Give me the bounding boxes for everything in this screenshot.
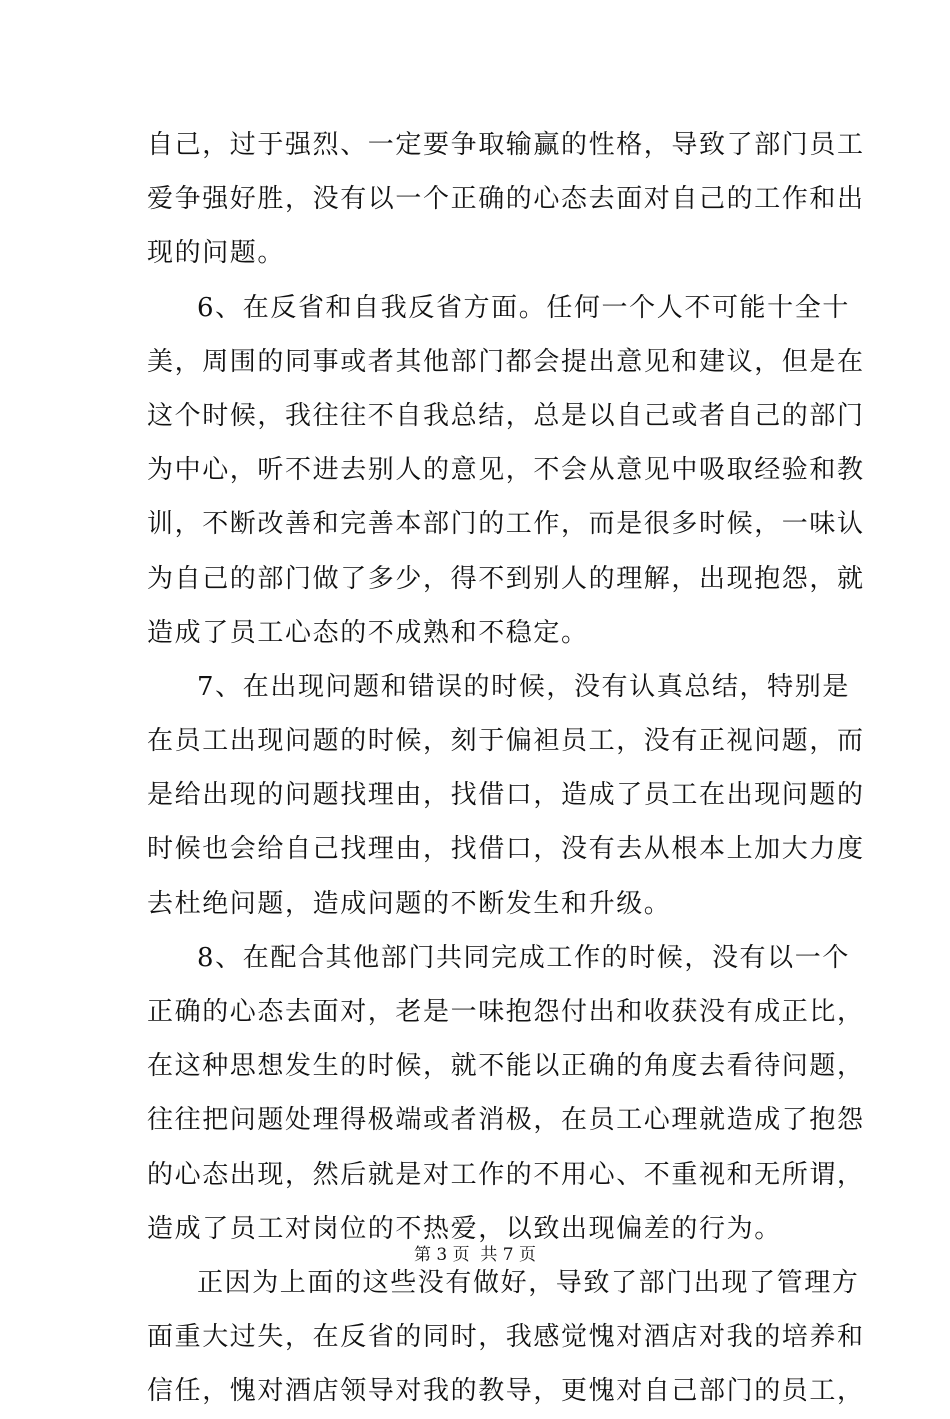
- text-line: 这个时候，我往往不自我总结，总是以自己或者自己的部门: [147, 400, 865, 431]
- text-line: 造成了员工对岗位的不热爱，以致出现偏差的行为。: [147, 1213, 782, 1244]
- document-body: [147, 118, 865, 1419]
- paragraph-start-line: 6、在反省和自我反省方面。任何一个人不可能十全十: [197, 292, 850, 323]
- text-line: 是给出现的问题找理由，找借口，造成了员工在出现问题的: [147, 780, 865, 811]
- text-line: 为中心，听不进去别人的意见，不会从意见中吸取经验和教: [147, 455, 865, 486]
- paragraph-start-line: 7、在出现问题和错误的时候，没有认真总结，特别是: [197, 671, 850, 702]
- text-line: 造成了员工心态的不成熟和不稳定。: [147, 617, 589, 648]
- text-line: 爱争强好胜，没有以一个正确的心态去面对自己的工作和出: [147, 184, 865, 215]
- text-line: 自己，过于强烈、一定要争取输赢的性格，导致了部门员工: [147, 130, 865, 160]
- text-line: 训，不断改善和完善本部门的工作，而是很多时候，一味认: [147, 509, 865, 540]
- text-line: 往往把问题处理得极端或者消极，在员工心理就造成了抱怨: [147, 1105, 865, 1136]
- paragraph-start-line: 正因为上面的这些没有做好，导致了部门出现了管理方: [197, 1267, 860, 1298]
- text-line: 面重大过失，在反省的同时，我感觉愧对酒店对我的培养和: [147, 1322, 865, 1353]
- text-line: 现的问题。: [147, 238, 286, 269]
- text-line: 时候也会给自己找理由，找借口，没有去从根本上加大力度: [147, 834, 865, 865]
- page-footer: 第 3 页 共 7 页: [413, 1245, 537, 1265]
- text-line: 的心态出现，然后就是对工作的不用心、不重视和无所谓，: [147, 1159, 865, 1190]
- text-line: 为自己的部门做了多少，得不到别人的理解，出现抱怨，就: [147, 563, 865, 594]
- text-line: 美，周围的同事或者其他部门都会提出意见和建议，但是在: [147, 346, 865, 377]
- paragraph-start-line: 8、在配合其他部门共同完成工作的时候，没有以一个: [197, 942, 850, 973]
- text-line: 去杜绝问题，造成问题的不断发生和升级。: [147, 888, 672, 919]
- text-line: 在这种思想发生的时候，就不能以正确的角度去看待问题，: [147, 1051, 865, 1082]
- text-line: 在员工出现问题的时候，刻于偏袒员工，没有正视问题，而: [147, 726, 865, 757]
- text-line: 信任，愧对酒店领导对我的教导，更愧对自己部门的员工，: [147, 1376, 865, 1407]
- text-line: 正确的心态去面对，老是一味抱怨付出和收获没有成正比，: [147, 997, 865, 1027]
